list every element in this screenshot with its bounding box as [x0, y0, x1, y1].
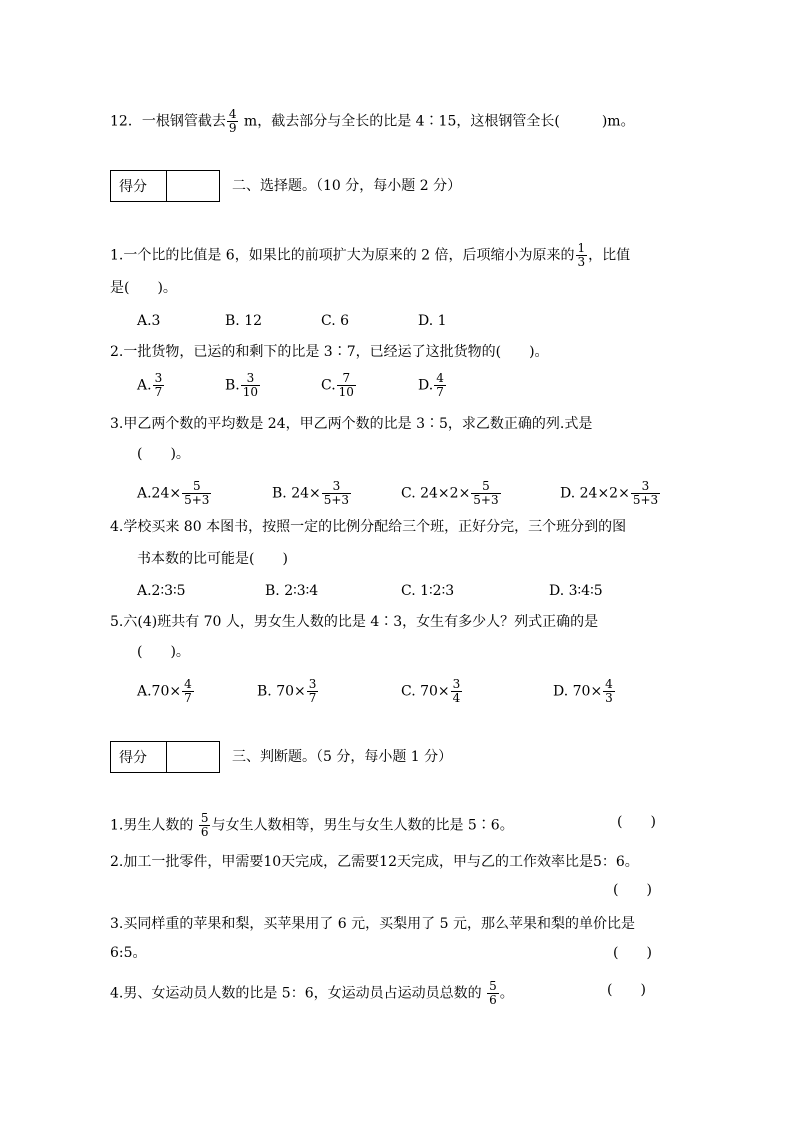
option-b: B. 24× $\frac{3}{5+3}$ — [272, 479, 350, 507]
fraction: $\frac{4}{7}$ — [436, 371, 444, 399]
section-title: 三、判断题。（5 分，每小题 1 分） — [232, 749, 453, 765]
fraction: $\frac{3}{5+3}$ — [632, 479, 659, 507]
q12-text: 12．一根钢管截去 — [110, 113, 226, 130]
answer-parentheses: ( ) — [613, 882, 652, 898]
score-blank — [167, 171, 219, 201]
choice-question-4: 4.学校买来 80 本图书，按照一定的比例分配给三个班，正好分完，三个班分到的图 — [110, 519, 627, 535]
score-box — [110, 170, 220, 202]
fraction: $\frac{4}{3}$ — [605, 677, 613, 705]
fraction: $\frac{3}{5+3}$ — [323, 479, 350, 507]
q12-text-end: m，截去部分与全长的比是 4∶15，这根钢管全长( )m。 — [239, 113, 635, 130]
option-a: A. $\frac{3}{7}$ — [137, 371, 163, 399]
fraction: $\frac{5}{5+3}$ — [184, 479, 210, 507]
option-b: B. 70× $\frac{3}{7}$ — [257, 677, 317, 705]
choice-question-1: 1.一个比的比值是 6，如果比的前项扩大为原来的 2 倍，后项缩小为原来的 $\frac{1}{3}$ ，比值 — [110, 241, 631, 269]
judge-question-2: 2.加工一批零件，甲需要10天完成，乙需要12天完成，甲与乙的工作效率比是5：6。 — [110, 854, 639, 870]
option-a: A.3 — [137, 313, 161, 329]
option-b: B. 12 — [225, 313, 263, 329]
choice-question-2: 2.一批货物，已运的和剩下的比是 3∶7，已经运了这批货物的( )。 — [110, 344, 549, 360]
option-d: D. 70× $\frac{4}{3}$ — [553, 677, 613, 705]
score-blank — [167, 742, 219, 772]
option-c: C. 70× $\frac{3}{4}$ — [401, 677, 461, 705]
option-c: C. $\frac{7}{10}$ — [321, 371, 354, 399]
score-label: 得分 — [111, 171, 167, 201]
judge-question-1: 1.男生人数的 $\frac{5}{6}$ 与女生人数相等，男生与女生人数的比是 5∶6。 — [110, 811, 514, 839]
option-c: C. 1∶2∶3 — [401, 583, 455, 599]
option-a: A.2∶3∶5 — [137, 583, 186, 599]
choice-question-5-line2: ( )。 — [137, 644, 190, 660]
option-d: D. 1 — [418, 313, 447, 329]
option-b: B. 2∶3∶4 — [265, 583, 319, 599]
option-d: D. 24×2× $\frac{3}{5+3}$ — [560, 479, 659, 507]
option-b: B. $\frac{3}{10}$ — [225, 371, 259, 399]
judge-question-4: 4.男、女运动员人数的比是 5：6，女运动员占运动员总数的 $\frac{5}{6}$ 。 — [110, 979, 514, 1007]
choice-question-4-line2: 书本数的比可能是( ) — [137, 551, 288, 567]
judge-question-3-line2: 6:5。 — [110, 945, 147, 961]
question-12 — [110, 108, 635, 135]
fraction: $\frac{4}{7}$ — [184, 677, 192, 705]
option-c: C. 6 — [321, 313, 350, 329]
fraction: $\frac{5}{6}$ — [489, 979, 497, 1007]
section-title: 二、选择题。（10 分，每小题 2 分） — [232, 178, 462, 194]
score-box — [110, 741, 220, 773]
option-d: D. $\frac{4}{7}$ — [418, 371, 444, 399]
judge-question-3: 3.买同样重的苹果和梨，买苹果用了 6 元，买梨用了 5 元，那么苹果和梨的单价比是 — [110, 916, 635, 932]
fraction: $\frac{5}{5+3}$ — [473, 479, 499, 507]
fraction: $\frac{3}{7}$ — [154, 371, 163, 399]
option-a: A.70× $\frac{4}{7}$ — [137, 677, 192, 705]
answer-parentheses: ( ) — [617, 814, 656, 830]
fraction: $\frac{7}{10}$ — [338, 371, 354, 399]
fraction: $\frac{5}{6}$ — [200, 811, 209, 839]
option-a: A.24× $\frac{5}{5+3}$ — [137, 479, 210, 507]
score-label: 得分 — [111, 742, 167, 772]
choice-question-1-line2: 是( )。 — [110, 280, 177, 296]
fraction: $\frac{3}{7}$ — [308, 677, 317, 705]
choice-question-5: 5.六(4)班共有 70 人，男女生人数的比是 4∶3，女生有多少人？列式正确的是 — [110, 614, 599, 630]
fraction: $\frac{4}{9}$ — [228, 107, 237, 135]
option-c: C. 24×2× $\frac{5}{5+3}$ — [401, 479, 499, 507]
fraction: $\frac{1}{3}$ — [577, 241, 586, 269]
choice-question-3-line2: ( )。 — [137, 446, 190, 462]
answer-parentheses: ( ) — [613, 945, 652, 961]
choice-question-3: 3.甲乙两个数的平均数是 24，甲乙两个数的比是 3∶5，求乙数正确的列.式是 — [110, 416, 593, 432]
option-d: D. 3∶4∶5 — [549, 583, 603, 599]
fraction: $\frac{3}{10}$ — [242, 371, 259, 399]
fraction: $\frac{3}{4}$ — [452, 677, 461, 705]
answer-parentheses: ( ) — [607, 982, 646, 998]
